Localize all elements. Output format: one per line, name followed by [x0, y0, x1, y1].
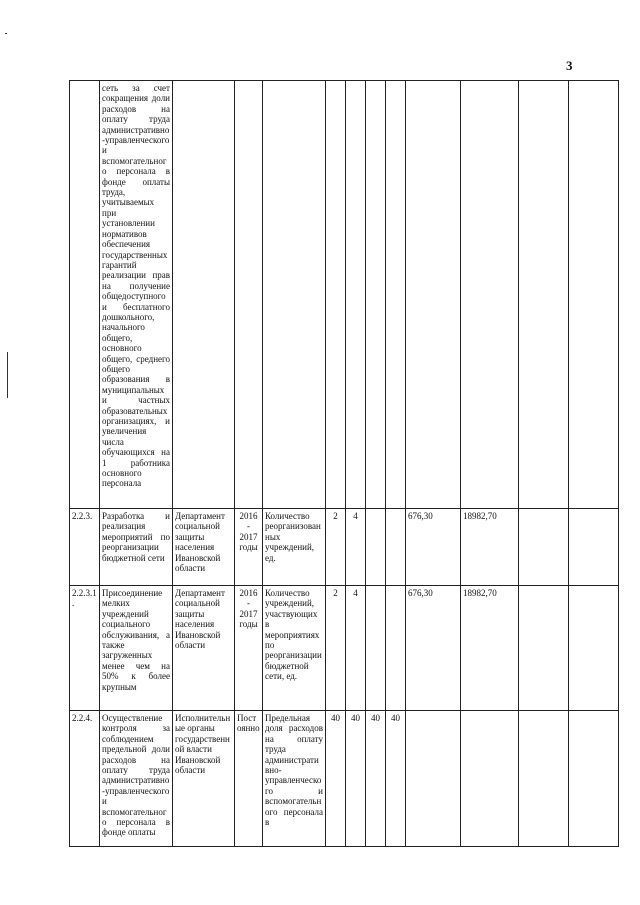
row-amount: 18982,70 [461, 586, 519, 711]
row-value [386, 509, 406, 586]
table-row [70, 509, 619, 586]
row-term: 2016 - 2017 годы [235, 509, 263, 586]
row-value [366, 586, 386, 711]
row-measure: Разработка и реализация мероприятий по реорганизации бюджетной сети [100, 509, 173, 586]
table-row-continuation [70, 81, 619, 509]
table-row [70, 711, 619, 847]
table-row [70, 586, 619, 711]
row-value: 4 [346, 509, 366, 586]
row-amount [461, 711, 519, 847]
row-value [366, 509, 386, 586]
measures-table [69, 80, 619, 847]
row-code: 2.2.3.1. [70, 586, 100, 711]
row-value: 40 [326, 711, 346, 847]
row-measure: Присоединение мелких учреждений социального обслуживания, а также загруженных менее чем на 50% к более крупным [100, 586, 173, 711]
row-amount: 676,30 [406, 586, 461, 711]
row-value: 40 [346, 711, 366, 847]
row-measure: Осуществление контроля за соблюдением предельной доли расходов на оплату труда административно-управленческого и вспомогательного персонала в фонде оплаты [100, 711, 173, 847]
scan-artifact-dot [5, 33, 7, 34]
row-indicator: Количество реорганизованных учреждений, ед. [263, 509, 326, 586]
row-amount: 676,30 [406, 509, 461, 586]
row-code: 2.2.3. [70, 509, 100, 586]
row-value: 2 [326, 509, 346, 586]
row-value [386, 586, 406, 711]
row-code: 2.2.4. [70, 711, 100, 847]
row-value: 4 [346, 586, 366, 711]
continuation-text: сеть за счет сокращения доли расходов на оплату труда административно-управленческого и вспомогательного персонала в фонде оплаты труда, учитываемых при установлении нормативов обеспечения государственных гарантий реализации прав на получение общедоступного и бесплатного дошкольного, начального общего, основного общего, среднего общего образования в муниципальных и частных образовательных организациях, и увеличения числа обучающихся на 1 работника основного персонала [100, 81, 173, 509]
row-executor: Департамент социальной защиты населения Ивановской области [173, 586, 235, 711]
row-term: Постоянно [235, 711, 263, 847]
row-value: 40 [366, 711, 386, 847]
scan-artifact-line [7, 352, 8, 398]
row-value: 2 [326, 586, 346, 711]
row-term: 2016 - 2017 годы [235, 586, 263, 711]
page-number: 3 [566, 58, 573, 73]
row-executor: Департамент социальной защиты населения Ивановской области [173, 509, 235, 586]
row-amount: 18982,70 [461, 509, 519, 586]
row-indicator: Предельная доля расходов на оплату труда административно-управленческого и вспомогательного персонала в [263, 711, 326, 847]
row-executor: Исполнительные органы государственной власти Ивановской области [173, 711, 235, 847]
row-indicator: Количество учреждений, участвующих в мероприятиях по реорганизации бюджетной сети, ед. [263, 586, 326, 711]
row-value: 40 [386, 711, 406, 847]
row-amount [406, 711, 461, 847]
